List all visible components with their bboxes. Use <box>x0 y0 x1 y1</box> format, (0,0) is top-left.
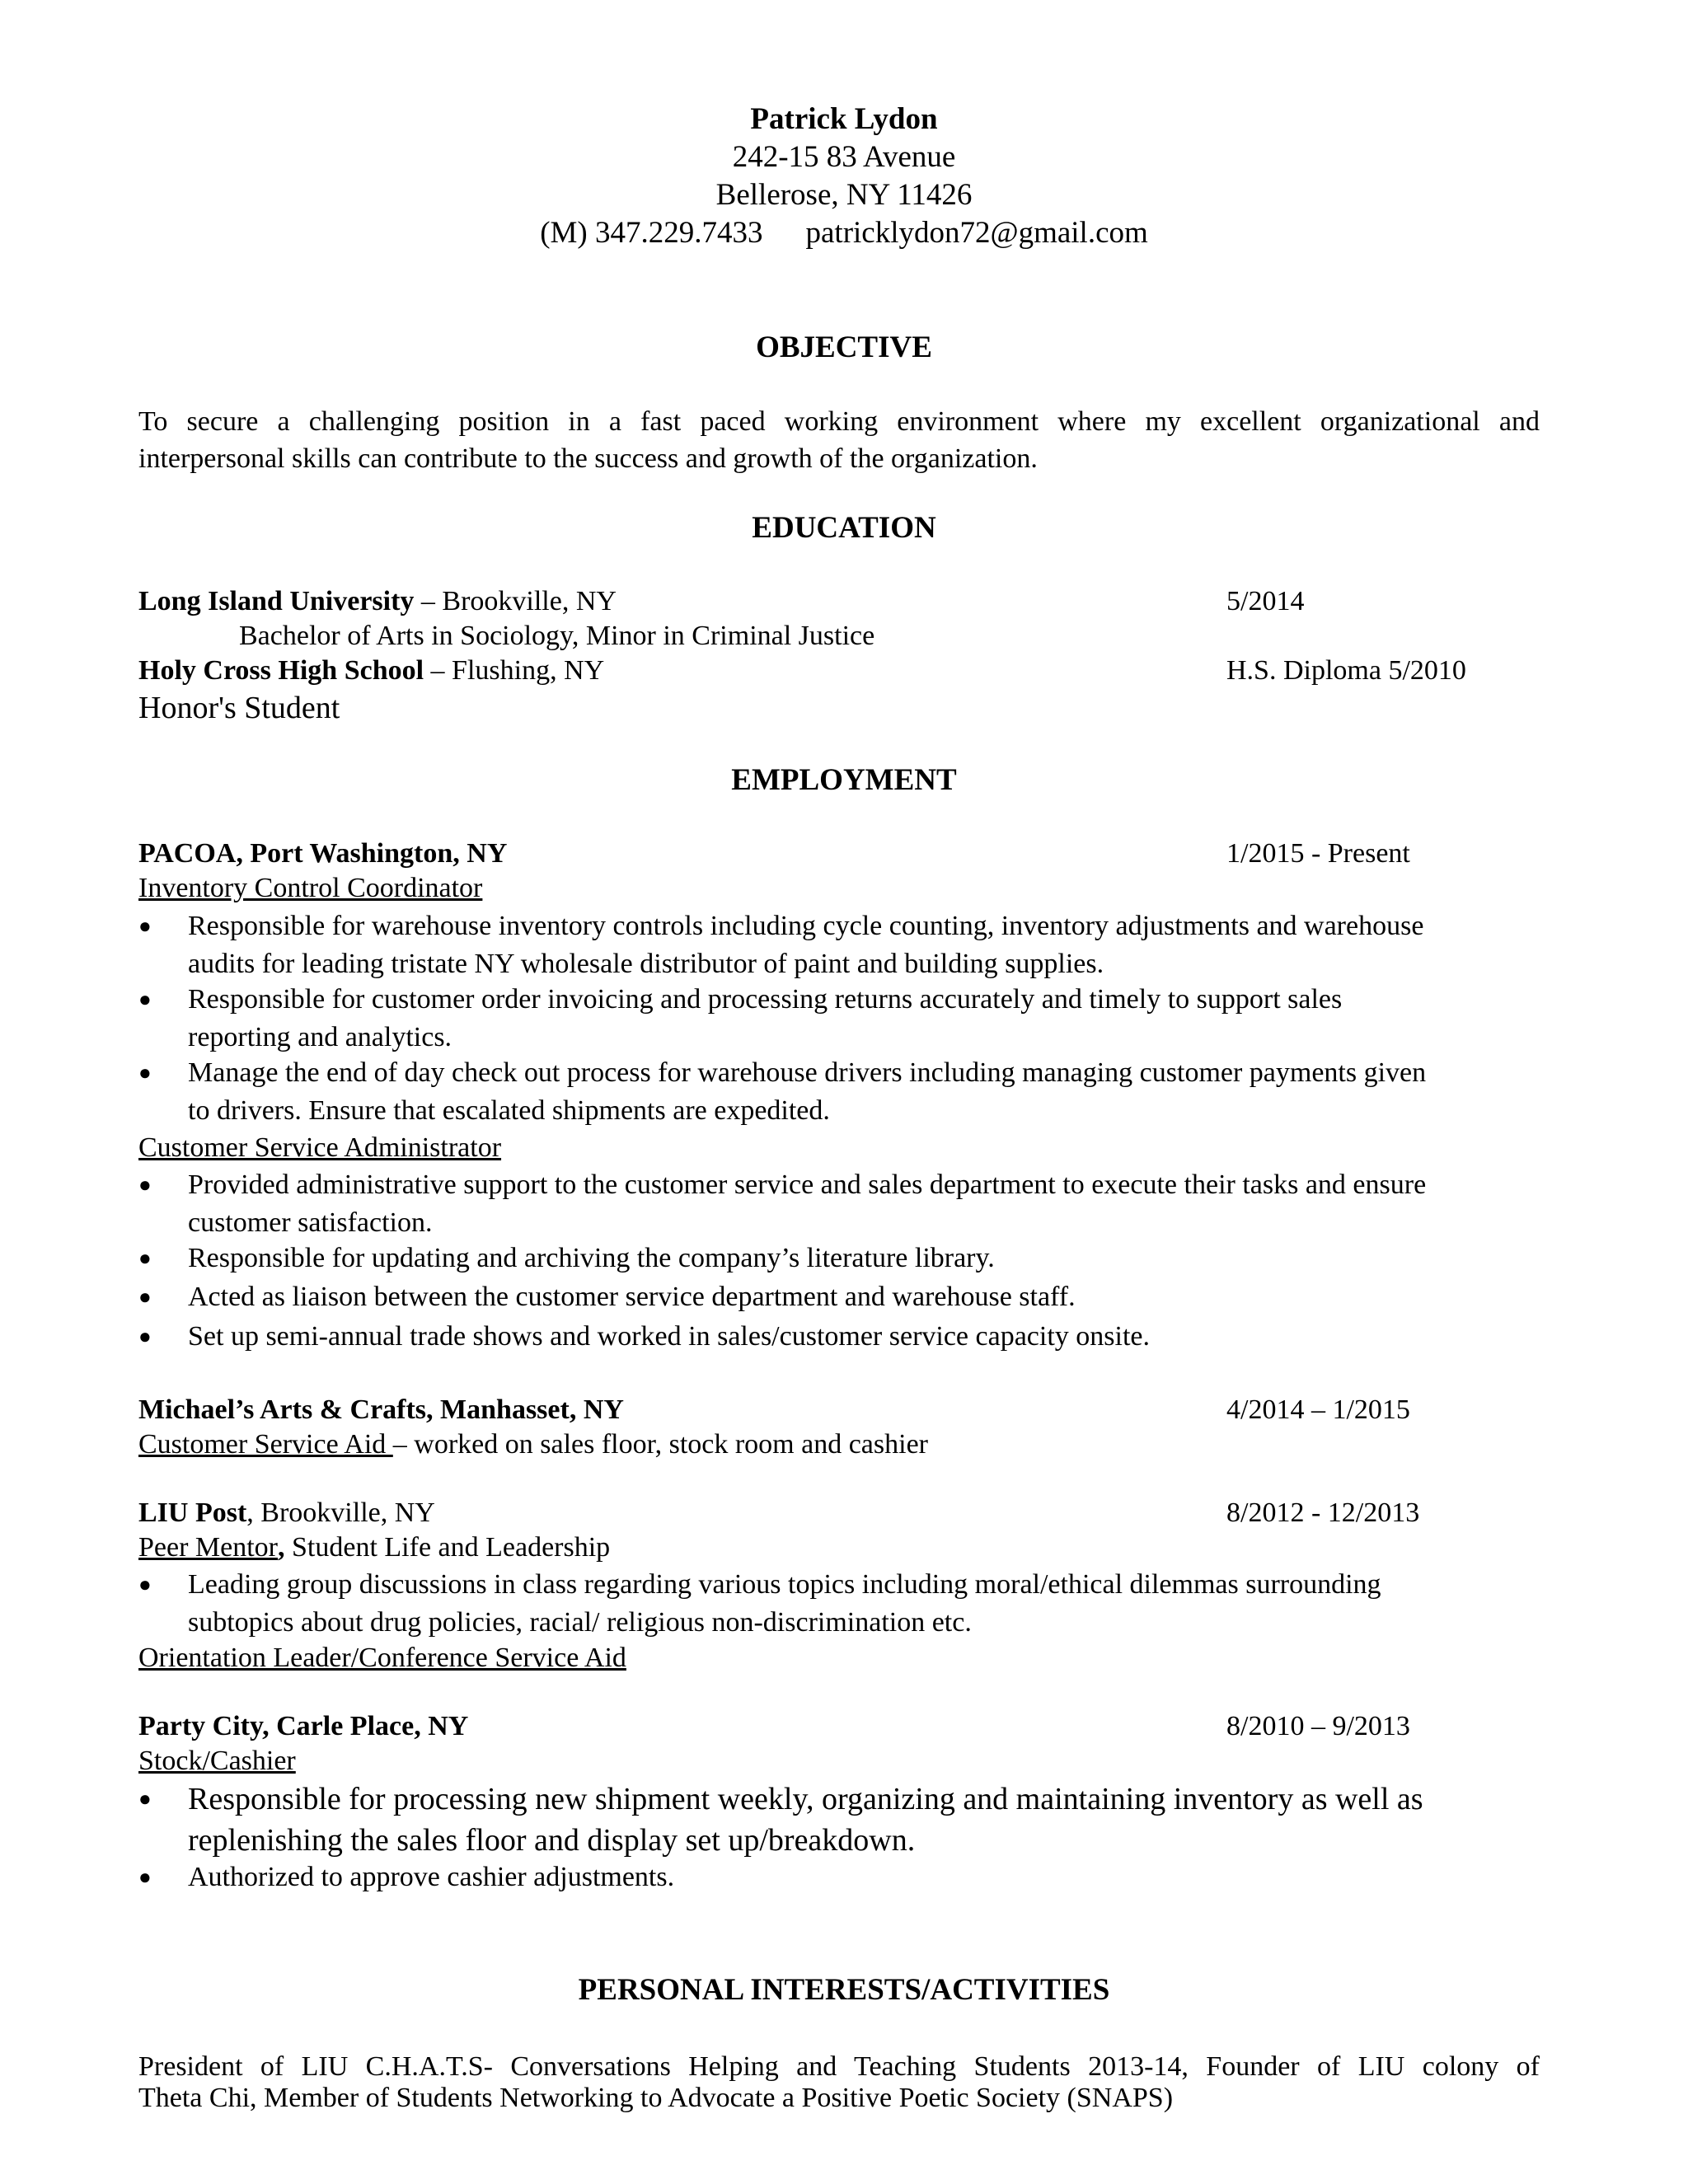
school-2-date: H.S. Diploma 5/2010 <box>1226 655 1466 686</box>
job-1-role-1: Inventory Control Coordinator <box>138 873 483 903</box>
candidate-name: Patrick Lydon <box>750 102 938 136</box>
interests-heading: PERSONAL INTERESTS/ACTIVITIES <box>578 1973 1110 2007</box>
job-3-department: Student Life and Leadership <box>284 1532 611 1563</box>
school-2 <box>138 657 604 685</box>
school-2-location: – Flushing, NY <box>424 655 605 686</box>
phone-number: (M) 347.229.7433 <box>540 216 763 250</box>
job-1-bullet-1-line-2: audits for leading tristate NY wholesale distributor of paint and building supplies. <box>188 949 1104 979</box>
job-1-bullet-2-line-1: Responsible for customer order invoicing and processing returns accurately and timely to support sales <box>188 984 1343 1015</box>
bullet-dot-icon: ● <box>138 1285 152 1309</box>
school-1-degree: Bachelor of Arts in Sociology, Minor in Criminal Justice <box>239 621 875 651</box>
job-3-bullet-1-line-2: subtopics about drug policies, racial/ religious non-discrimination etc. <box>188 1607 972 1638</box>
job-4-bullet-1-line-2: replenishing the sales floor and display set up/breakdown. <box>188 1823 916 1858</box>
job-1-bullet-7: Set up semi-annual trade shows and worked in sales/customer service capacity onsite. <box>188 1321 1150 1352</box>
email-address: patricklydon72@gmail.com <box>805 216 1148 250</box>
job-2-date: 4/2014 – 1/2015 <box>1226 1394 1410 1425</box>
bullet-dot-icon: ● <box>138 1787 152 1811</box>
interests-line-2: Theta Chi, Member of Students Networking to Advocate a Positive Poetic Society (SNAPS) <box>138 2083 1174 2113</box>
job-1-bullet-3-line-1: Manage the end of day check out process for warehouse drivers including managing customer payments given <box>188 1057 1427 1088</box>
bullet-dot-icon: ● <box>138 1572 152 1596</box>
job-4-bullet-1-line-1: Responsible for processing new shipment weekly, organizing and maintaining inventory as well as <box>188 1782 1423 1816</box>
contact-line <box>0 218 1688 248</box>
address-line-1: 242-15 83 Avenue <box>732 140 956 174</box>
job-3-role-1: Peer Mentor <box>138 1532 279 1563</box>
job-1-bullet-3-line-2: to drivers. Ensure that escalated shipments are expedited. <box>188 1095 830 1126</box>
school-2-note: Honor's Student <box>138 691 340 725</box>
objective-line-1: To secure a challenging position in a fast paced working environment where my excellent organizational and <box>138 406 1540 437</box>
bullet-dot-icon: ● <box>138 987 152 1011</box>
job-1-bullet-6: Acted as liaison between the customer service department and warehouse staff. <box>188 1282 1076 1312</box>
job-4-date: 8/2010 – 9/2013 <box>1226 1711 1410 1741</box>
school-1 <box>138 588 617 616</box>
job-1-bullet-2-line-2: reporting and analytics. <box>188 1022 452 1052</box>
job-4-role: Stock/Cashier <box>138 1746 296 1776</box>
job-2-company: Michael’s Arts & Crafts, Manhasset, NY <box>138 1394 624 1425</box>
job-3-date: 8/2012 - 12/2013 <box>1226 1497 1420 1528</box>
objective-heading: OBJECTIVE <box>756 330 932 364</box>
school-1-name: Long Island University <box>138 586 415 616</box>
bullet-dot-icon: ● <box>138 1061 152 1085</box>
interests-line-1: President of LIU C.H.A.T.S- Conversations Helping and Teaching Students 2013-14, Founder of LIU colony of <box>138 2051 1540 2082</box>
school-1-date: 5/2014 <box>1226 586 1305 616</box>
bullet-dot-icon: ● <box>138 1324 152 1348</box>
objective-line-2: interpersonal skills can contribute to the success and growth of the organization. <box>138 443 1038 474</box>
job-3-role-line <box>138 1534 610 1562</box>
job-1-company: PACOA, Port Washington, NY <box>138 838 508 869</box>
job-2-role-line <box>138 1431 928 1459</box>
job-1-bullet-5: Responsible for updating and archiving the company’s literature library. <box>188 1243 995 1273</box>
job-1-role-2: Customer Service Administrator <box>138 1132 502 1163</box>
job-2-description: – worked on sales floor, stock room and cashier <box>392 1429 928 1460</box>
employment-heading: EMPLOYMENT <box>731 763 957 797</box>
job-3-location: , Brookville, NY <box>246 1497 435 1528</box>
job-1-bullet-4-line-1: Provided administrative support to the customer service and sales department to execute their tasks and ensure <box>188 1169 1427 1200</box>
education-heading: EDUCATION <box>752 511 936 545</box>
school-1-location: – Brookville, NY <box>414 586 617 616</box>
bullet-dot-icon: ● <box>138 1246 152 1270</box>
job-3-role-2: Orientation Leader/Conference Service Aid <box>138 1643 626 1673</box>
job-3-heading <box>138 1499 435 1527</box>
job-3-comma: , <box>278 1532 285 1563</box>
address-line-2: Bellerose, NY 11426 <box>715 178 973 212</box>
bullet-dot-icon: ● <box>138 914 152 938</box>
bullet-dot-icon: ● <box>138 1173 152 1197</box>
job-2-role: Customer Service Aid <box>138 1429 393 1460</box>
job-3-bullet-1-line-1: Leading group discussions in class regarding various topics including moral/ethical dilemmas surrounding <box>188 1569 1381 1600</box>
job-4-bullet-2: Authorized to approve cashier adjustments. <box>188 1862 675 1892</box>
job-4-company: Party City, Carle Place, NY <box>138 1711 469 1741</box>
job-1-bullet-1-line-1: Responsible for warehouse inventory controls including cycle counting, inventory adjustments and warehouse <box>188 911 1424 941</box>
job-1-date: 1/2015 - Present <box>1226 838 1410 869</box>
school-2-name: Holy Cross High School <box>138 655 424 686</box>
bullet-dot-icon: ● <box>138 1865 152 1889</box>
job-3-company: LIU Post <box>138 1497 247 1528</box>
job-1-bullet-4-line-2: customer satisfaction. <box>188 1207 433 1238</box>
